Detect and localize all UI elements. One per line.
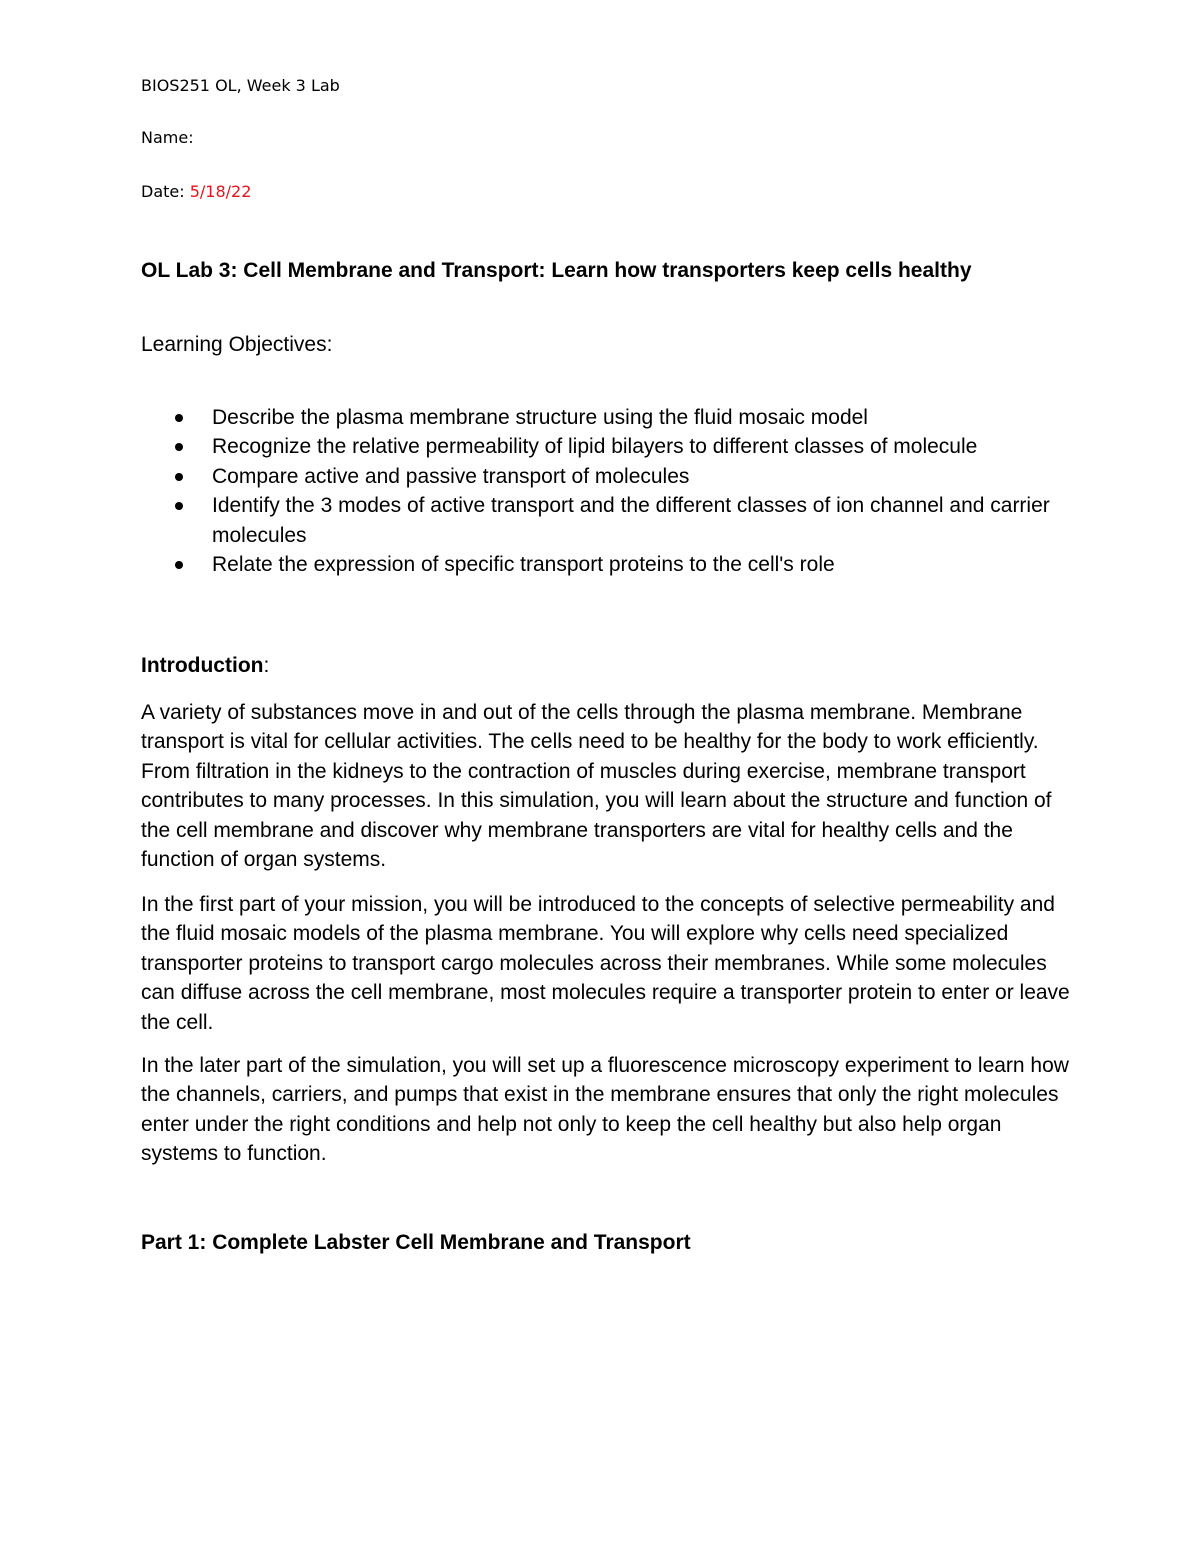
introduction-paragraph: A variety of substances move in and out of the cells through the plasma membrane. Membrane transport is vital for cellular activities. The cells need to be healthy for the body to work efficiently. From filtration in the kidneys to the contraction of muscles during exercise, membrane transport contributes to many processes. In this simulation, you will learn about the structure and function of the cell membrane and discover why membrane transporters are vital for healthy cells and the function of organ systems. <box>141 701 1052 872</box>
date-line <box>141 182 251 202</box>
objective-item <box>141 550 1081 579</box>
objective-item <box>141 491 1081 550</box>
objective-text: Describe the plasma membrane structure using the fluid mosaic model <box>212 406 868 429</box>
objective-item <box>141 432 1081 461</box>
introduction-paragraph: In the later part of the simulation, you will set up a fluorescence microscopy experiment to learn how the channels, carriers, and pumps that exist in the membrane ensures that only the right molecules enter under the right conditions and help not only to keep the cell healthy but also help organ systems to function. <box>141 1054 1069 1166</box>
objective-text: Compare active and passive transport of molecules <box>212 464 690 488</box>
date-label: Date: <box>141 182 185 201</box>
bullet-icon <box>175 502 183 510</box>
name-label: Name: <box>141 128 194 147</box>
bullet-icon <box>175 414 183 422</box>
introduction-heading <box>141 652 269 680</box>
introduction-heading-text: Introduction <box>141 654 264 677</box>
objective-item <box>141 462 1081 491</box>
course-title: BIOS251 OL, Week 3 Lab <box>141 76 340 95</box>
course-line <box>141 76 340 96</box>
lab-title: OL Lab 3: Cell Membrane and Transport: Learn how transporters keep cells healthy <box>141 259 972 282</box>
introduction-heading-colon: : <box>263 654 270 677</box>
objective-text: Recognize the relative permeability of lipid bilayers to different classes of molecule <box>212 435 978 459</box>
part1-heading: Part 1: Complete Labster Cell Membrane and Transport <box>141 1231 691 1254</box>
introduction-paragraph: In the first part of your mission, you will be introduced to the concepts of selective permeability and the fluid mosaic models of the plasma membrane. You will explore why cells need specialized transporter proteins to transport cargo molecules across their membranes. While some molecules can diffuse across the cell membrane, most molecules require a transporter protein to enter or leave the cell. <box>141 893 1070 1034</box>
objectives-label: Learning Objectives: <box>141 333 333 356</box>
name-line <box>141 128 194 148</box>
bullet-icon <box>175 561 183 569</box>
objectives-list <box>141 403 1081 579</box>
bullet-icon <box>175 473 183 481</box>
bullet-icon <box>175 443 183 451</box>
objective-item <box>141 403 1081 432</box>
date-value: 5/18/22 <box>189 182 252 201</box>
objective-text: Identify the 3 modes of active transport and the different classes of ion channel and carrier molecules <box>212 494 1050 547</box>
objective-text: Relate the expression of specific transport proteins to the cell's role <box>212 553 835 577</box>
